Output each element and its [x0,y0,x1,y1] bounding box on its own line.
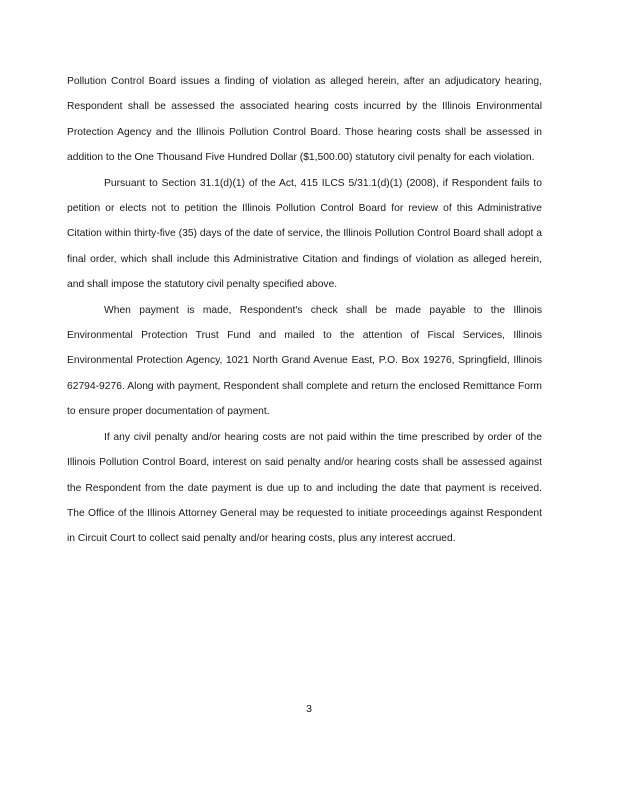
paragraph-hearing-costs: Pollution Control Board issues a finding of violation as alleged herein, after an adjudicatory hearing, Respondent shall be assessed the associated hearing costs incurred by the Illinois Environmental Protection Agency and the Illinois Pollution Control Board. Those hearing costs shall be assessed in addition to the One Thousand Five Hundred Dollar ($1,500.00) statutory civil penalty for each violation. [67,76,542,164]
paragraph-payment-instructions: When payment is made, Respondent's check shall be made payable to the Illinois Environmental Protection Trust Fund and mailed to the attention of Fiscal Services, Illinois Environmental Protection Agency, 1021 North Grand Avenue East, P.O. Box 19276, Springfield, Illinois 62794-9276. Along with payment, Respondent shall complete and return the enclosed Remittance Form to ensure proper documentation of payment. [67,304,542,418]
paragraph-interest-collection: If any civil penalty and/or hearing costs are not paid within the time prescribed by order of the Illinois Pollution Control Board, interest on said penalty and/or hearing costs shall be assessed against the Respondent from the date payment is due up to and including the date that payment is received. The Office of the Illinois Attorney General may be requested to initiate proceedings against Respondent in Circuit Court to collect said penalty and/or hearing costs, plus any interest accrued. [67,431,542,545]
document-body [67,69,542,552]
paragraph-final-order: Pursuant to Section 31.1(d)(1) of the Act, 415 ILCS 5/31.1(d)(1) (2008), if Respondent fails to petition or elects not to petition the Illinois Pollution Control Board for review of this Administrative Citation within thirty-five (35) days of the date of service, the Illinois Pollution Control Board shall adopt a final order, which shall include this Administrative Citation and findings of violation as alleged herein, and shall impose the statutory civil penalty specified above. [67,177,542,291]
page-number: 3 [306,703,312,715]
